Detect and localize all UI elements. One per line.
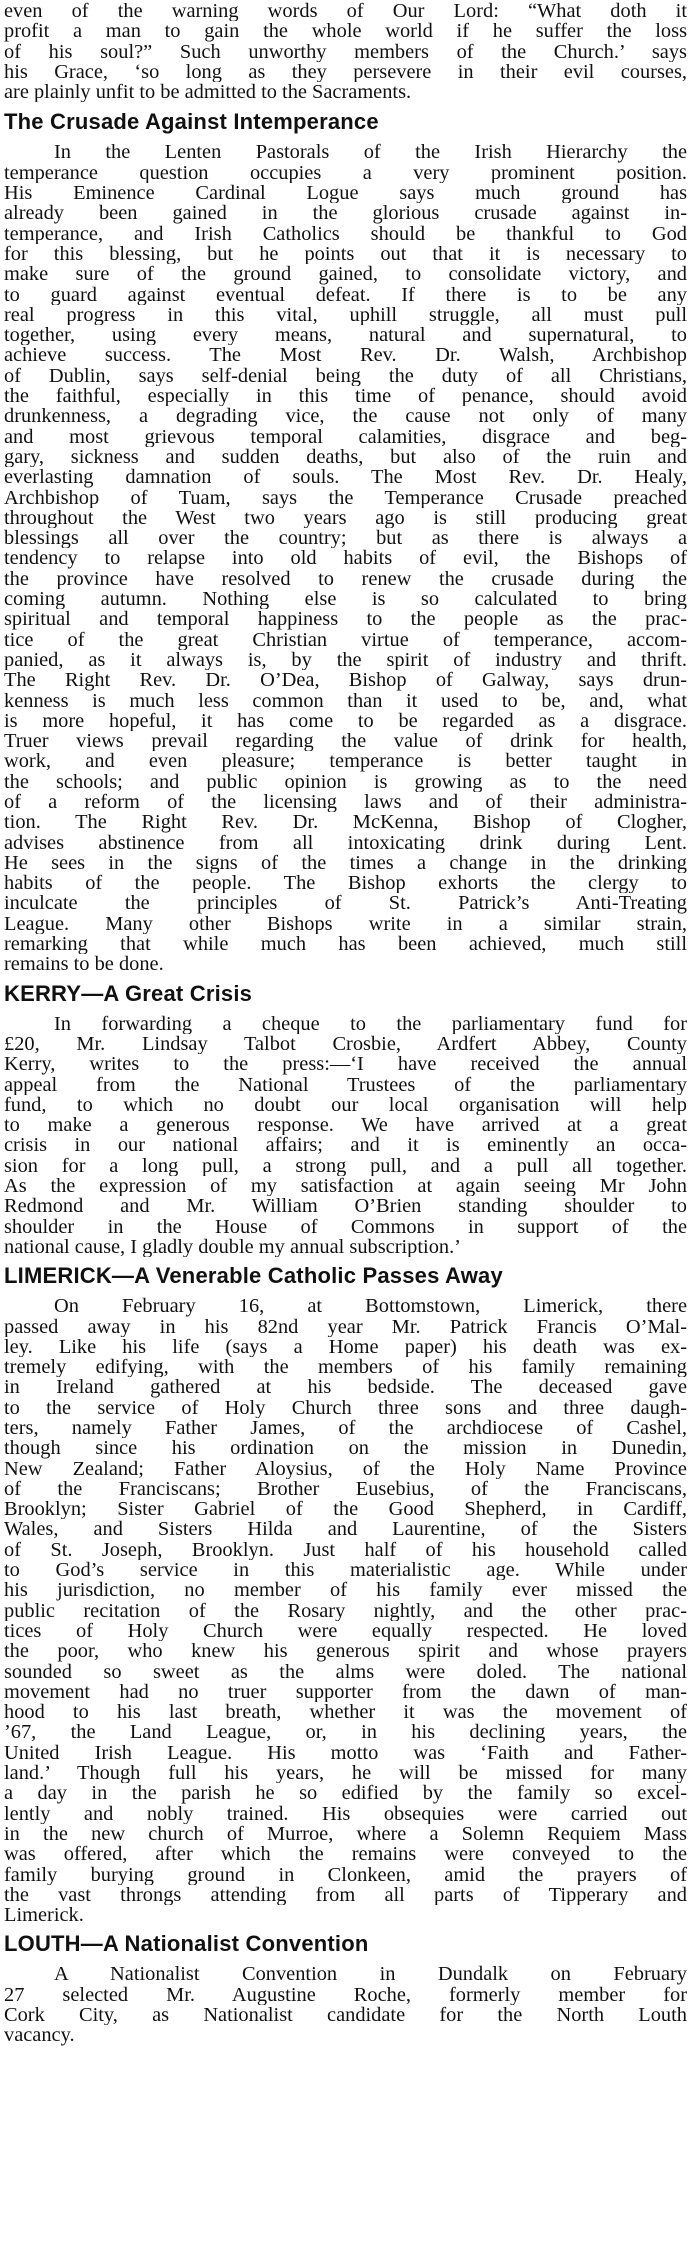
text-line: passed away in his 82nd year Mr. Patrick Francis O’Mal- [4,1316,687,1337]
section-heading: The Crusade Against Intemperance [4,109,379,135]
text-line: in the new church of Murroe, where a Solemn Requiem Mass [4,1823,687,1845]
text-line: real progress in this vital, uphill struggle, all must pull [4,304,687,326]
text-line: £20, Mr. Lindsay Talbot Crosbie, Ardfert Abbey, County [4,1033,687,1055]
text-line: vacancy. [4,2025,75,2046]
text-line: to guard against eventual defeat. If there is to be any [4,284,687,305]
text-line: make sure of the ground gained, to consolidate victory, and [4,264,687,285]
text-line: 27 selected Mr. Augustine Roche, formerly member for [4,1984,687,2006]
text-line: temperance question occupies a very prominent position. [4,162,687,184]
section-heading: LOUTH—A Nationalist Convention [4,1931,369,1957]
text-line: United Irish League. His motto was ‘Faith and Father- [4,1742,687,1764]
text-line: his Grace, ‘so long as they persevere in their evil courses, [4,61,687,83]
text-line: even of the warning words of Our Lord: “What doth it [4,1,687,22]
text-line: together, using every means, natural and supernatural, to [4,325,687,346]
text-line: blessings all over the country; but as there is always a [4,528,687,549]
text-line: to make a generous response. We have arrived at a great [4,1115,687,1136]
text-line: The Right Rev. Dr. O’Dea, Bishop of Galway, says drun- [4,670,687,691]
text-line: a day in the parish he so edified by the family so excel- [4,1783,687,1804]
text-line: the faithful, especially in this time of penance, should avoid [4,386,687,407]
text-line: panied, as it always is, by the spirit of industry and thrift. [4,649,687,671]
text-line: Brooklyn; Sister Gabriel of the Good Shepherd, in Cardiff, [4,1499,687,1520]
section-heading: KERRY—A Great Crisis [4,980,253,1006]
text-line: profit a man to gain the whole world if he suffer the loss [4,21,687,42]
text-line: hood to his last breath, whether it was the movement of [4,1702,687,1723]
text-line: the province have resolved to renew the crusade during the [4,568,687,590]
text-line: to the service of Holy Church three sons and three daugh- [4,1397,687,1418]
text-line: of the Franciscans; Brother Eusebius, of the Franciscans, [4,1478,687,1500]
text-line: gary, sickness and sudden deaths, but also of the ruin and [4,446,687,468]
text-line: public recitation of the Rosary nightly, and the other prac- [4,1600,687,1621]
text-line: though since his ordination on the mission in Dunedin, [4,1438,687,1459]
text-line: work, and even pleasure; temperance is better taught in [4,751,687,772]
text-line: is more hopeful, it has come to be regarded as a disgrace. [4,710,687,732]
text-line: coming autumn. Nothing else is so calculated to bring [4,589,687,610]
paragraph-first-line: In forwarding a cheque to the parliamentary fund for [54,1013,687,1034]
text-line: the schools; and public opinion is growing as to the need [4,771,687,792]
text-line: shoulder in the House of Commons in support of the [4,1216,687,1237]
text-line: the poor, who knew his generous spirit and whose prayers [4,1641,687,1662]
paragraph-first-line: In the Lenten Pastorals of the Irish Hierarchy the [54,142,687,163]
text-line: drunkenness, a degrading vice, the cause not only of many [4,406,687,427]
text-line: achieve success. The Most Rev. Dr. Walsh, Archbishop [4,345,687,366]
text-line: his jurisdiction, no member of his family ever missed the [4,1580,687,1601]
text-line: and most grievous temporal calamities, disgrace and beg- [4,426,687,447]
text-line: the vast throngs attending from all parts of Tipperary and [4,1884,687,1906]
text-line: tices of Holy Church were equally respected. He loved [4,1620,687,1642]
paragraph-first-line: On February 16, at Bottomstown, Limerick, there [54,1296,687,1317]
text-line: ’67, the Land League, or, in his declining years, the [4,1722,687,1743]
text-line: in Ireland gathered at his bedside. The deceased gave [4,1377,687,1398]
text-line: advises abstinence from all intoxicating drink during Lent. [4,832,687,853]
text-line: remains to be done. [4,954,164,975]
text-line: temperance, and Irish Catholics should be thankful to God [4,223,687,244]
text-line: Wales, and Sisters Hilda and Laurentine, of the Sisters [4,1519,687,1540]
text-line: already been gained in the glorious crusade against in- [4,203,687,224]
text-line: land.’ Though full his years, he will be missed for many [4,1763,687,1784]
text-line: inculcate the principles of St. Patrick’s Anti-Treating [4,893,687,914]
text-line: everlasting damnation of souls. The Most Rev. Dr. Healy, [4,467,687,488]
text-line: tendency to relapse into old habits of evil, the Bishops of [4,548,687,569]
newspaper-page [4,0,687,2046]
text-line: Archbishop of Tuam, says the Temperance Crusade preached [4,487,687,508]
section-body [4,1014,687,1258]
text-line: appeal from the National Trustees of the parliamentary [4,1074,687,1095]
text-line: Redmond and Mr. William O’Brien standing shoulder to [4,1196,687,1217]
text-line: Truer views prevail regarding the value of drink for health, [4,731,687,752]
text-line: of a reform of the licensing laws and of their administra- [4,791,687,813]
text-line: of his soul?” Such unworthy members of the Church.’ says [4,41,687,62]
text-line: He sees in the signs of the times a change in the drinking [4,852,687,874]
text-line: ters, namely Father James, of the archdiocese of Cashel, [4,1418,687,1439]
text-line: for this blessing, but he points out that it is necessary to [4,243,687,265]
text-line: are plainly unfit to be admitted to the Sacraments. [4,82,412,103]
text-line: movement had no truer supporter from the dawn of man- [4,1681,687,1703]
text-line: of Dublin, says self-denial being the duty of all Christians, [4,365,687,387]
text-line: spiritual and temporal happiness to the people as the prac- [4,609,687,630]
text-line: As the expression of my satisfaction at again seeing Mr John [4,1176,687,1197]
text-line: lently and nobly trained. His obsequies were carried out [4,1803,687,1824]
section-intemperance [4,108,687,974]
section-louth [4,1930,687,2045]
text-line: of St. Joseph, Brooklyn. Just half of his household called [4,1539,687,1561]
section-body [4,1964,687,2045]
text-line: Limerick. [4,1905,84,1926]
text-line: League. Many other Bishops write in a similar strain, [4,913,687,935]
text-line: sion for a long pull, a strong pull, and a pull all together. [4,1155,687,1177]
text-line: sounded so sweet as the alms were doled. The national [4,1661,687,1682]
text-line: Cork City, as Nationalist candidate for the North Louth [4,2005,687,2026]
text-line: was offered, after which the remains were conveyed to the [4,1844,687,1865]
text-line: New Zealand; Father Aloysius, of the Holy Name Province [4,1458,687,1479]
text-line: throughout the West two years ago is still producing great [4,507,687,529]
section-body [4,1296,687,1925]
intro-paragraph [4,1,687,102]
text-line: kenness is much less common than it used to be, and, what [4,690,687,711]
section-kerry [4,980,687,1258]
text-line: tice of the great Christian virtue of temperance, accom- [4,629,687,650]
text-line: His Eminence Cardinal Logue says much ground has [4,183,687,204]
section-heading: LIMERICK—A Venerable Catholic Passes Away [4,1263,503,1289]
text-line: remarking that while much has been achieved, much still [4,934,687,955]
text-line: habits of the people. The Bishop exhorts the clergy to [4,873,687,894]
text-line: tremely edifying, with the members of his family remaining [4,1357,687,1378]
text-line: national cause, I gladly double my annual subscription.’ [4,1236,461,1258]
text-line: fund, to which no doubt our local organisation will help [4,1094,687,1116]
paragraph-first-line: A Nationalist Convention in Dundalk on February [54,1964,687,1985]
text-line: Kerry, writes to the press:—‘I have received the annual [4,1054,687,1075]
text-line: tion. The Right Rev. Dr. McKenna, Bishop of Clogher, [4,812,687,833]
text-line: to God’s service in this materialistic age. While under [4,1560,687,1581]
text-line: ley. Like his life (says a Home paper) his death was ex- [4,1336,687,1358]
section-limerick [4,1262,687,1925]
text-line: crisis in our national affairs; and it is eminently an occa- [4,1135,687,1156]
section-body [4,142,687,974]
text-line: family burying ground in Clonkeen, amid the prayers of [4,1864,687,1885]
